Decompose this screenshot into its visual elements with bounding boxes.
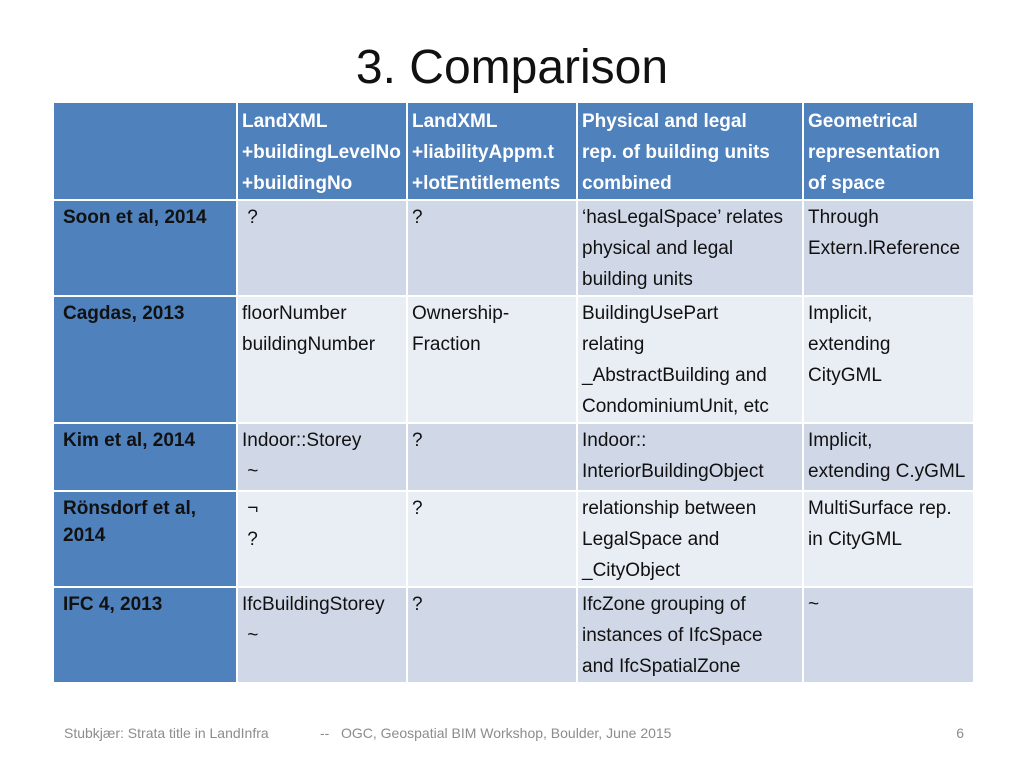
table-cell (577, 296, 803, 423)
slide-title: 3. Comparison (355, 41, 669, 94)
table-cell (803, 423, 974, 491)
cell-line: CondominiumUnit, etc (582, 396, 769, 417)
cell-line: BuildingUsePart (582, 303, 719, 324)
cell-line: ¬ (242, 498, 259, 519)
comparison-table (52, 101, 975, 684)
cell-line: buildingNumber (242, 334, 376, 355)
cell-line: Kim et al, 2014 (63, 430, 196, 451)
table-cell (407, 296, 577, 423)
table-row (53, 423, 974, 491)
cell-line: extending (808, 334, 891, 355)
cell-line: MultiSurface rep. (808, 498, 952, 519)
cell-line: LegalSpace and (582, 529, 720, 550)
cell-line: +buildingLevelNo (242, 142, 401, 163)
cell-line: Ownership- (412, 303, 510, 324)
row-header (53, 200, 237, 296)
cell-line: IFC 4, 2013 (63, 594, 163, 615)
cell-line: +buildingNo (242, 173, 353, 194)
cell-line: ~ (242, 625, 259, 646)
cell-line: Implicit, (808, 303, 873, 324)
cell-line: ? (242, 529, 258, 550)
table-row (53, 200, 974, 296)
table-cell (803, 491, 974, 587)
cell-line: Soon et al, 2014 (63, 207, 207, 228)
cell-line: Indoor:: (582, 430, 647, 451)
cell-line: and IfcSpatialZone (582, 656, 741, 677)
cell-line: Implicit, (808, 430, 873, 451)
table-header-row (53, 102, 974, 200)
column-header (577, 102, 803, 200)
cell-line: Extern.lReference (808, 238, 961, 259)
cell-line: physical and legal (582, 238, 734, 259)
cell-line: IfcZone grouping of (582, 594, 746, 615)
column-header (53, 102, 237, 200)
cell-line: building units (582, 269, 693, 290)
cell-line: extending C.yGML (808, 461, 966, 482)
cell-line: Rönsdorf et al, (63, 498, 197, 519)
cell-line: CityGML (808, 365, 882, 386)
cell-line: in CityGML (808, 529, 902, 550)
cell-line: Indoor::Storey (242, 430, 362, 451)
page-number: 6 (956, 725, 964, 741)
table-cell (237, 491, 407, 587)
cell-line: Physical and legal (582, 111, 747, 132)
cell-line: ~ (242, 461, 259, 482)
cell-line: of space (808, 173, 886, 194)
cell-line: Fraction (412, 334, 481, 355)
cell-line: 2014 (63, 525, 106, 546)
table-row (53, 587, 974, 683)
table-cell (577, 491, 803, 587)
column-header (407, 102, 577, 200)
cell-line: ? (242, 207, 258, 228)
row-header (53, 296, 237, 423)
cell-line: ? (412, 498, 423, 519)
table-row (53, 491, 974, 587)
row-header (53, 491, 237, 587)
table-cell (237, 423, 407, 491)
footer-author: Stubkjær: Strata title in LandInfra (64, 725, 269, 741)
column-header (803, 102, 974, 200)
cell-line: _AbstractBuilding and (582, 365, 767, 386)
cell-line: representation (808, 142, 940, 163)
cell-line: Geometrical (808, 111, 918, 132)
footer-event: -- OGC, Geospatial BIM Workshop, Boulder, June 2015 (320, 725, 672, 741)
cell-line: LandXML (242, 111, 328, 132)
table-cell (407, 587, 577, 683)
cell-line: ? (412, 594, 423, 615)
table-cell (407, 200, 577, 296)
cell-line: +lotEntitlements (412, 173, 561, 194)
cell-line: Cagdas, 2013 (63, 303, 185, 324)
cell-line: Through (808, 207, 879, 228)
cell-line: ~ (808, 594, 820, 615)
cell-line: floorNumber (242, 303, 347, 324)
table-cell (407, 491, 577, 587)
cell-line: ? (412, 207, 423, 228)
table-cell (577, 200, 803, 296)
table-cell (577, 423, 803, 491)
table-cell (237, 587, 407, 683)
cell-line: _CityObject (582, 560, 681, 581)
table-cell (803, 587, 974, 683)
cell-line: +liabilityAppm.t (412, 142, 554, 163)
table-cell (577, 587, 803, 683)
cell-line: instances of IfcSpace (582, 625, 763, 646)
table-cell (803, 296, 974, 423)
cell-line: ‘hasLegalSpace’ relates (582, 207, 784, 228)
column-header (237, 102, 407, 200)
table-cell (407, 423, 577, 491)
table-cell (803, 200, 974, 296)
cell-line: LandXML (412, 111, 498, 132)
cell-line: ? (412, 430, 423, 451)
cell-line: IfcBuildingStorey (242, 594, 385, 615)
cell-line: relationship between (582, 498, 757, 519)
cell-line: relating (582, 334, 645, 355)
cell-line: combined (582, 173, 672, 194)
table-cell (237, 200, 407, 296)
cell-line: InteriorBuildingObject (582, 461, 764, 482)
table-cell (237, 296, 407, 423)
table-row (53, 296, 974, 423)
row-header (53, 423, 237, 491)
row-header (53, 587, 237, 683)
cell-line: rep. of building units (582, 142, 770, 163)
